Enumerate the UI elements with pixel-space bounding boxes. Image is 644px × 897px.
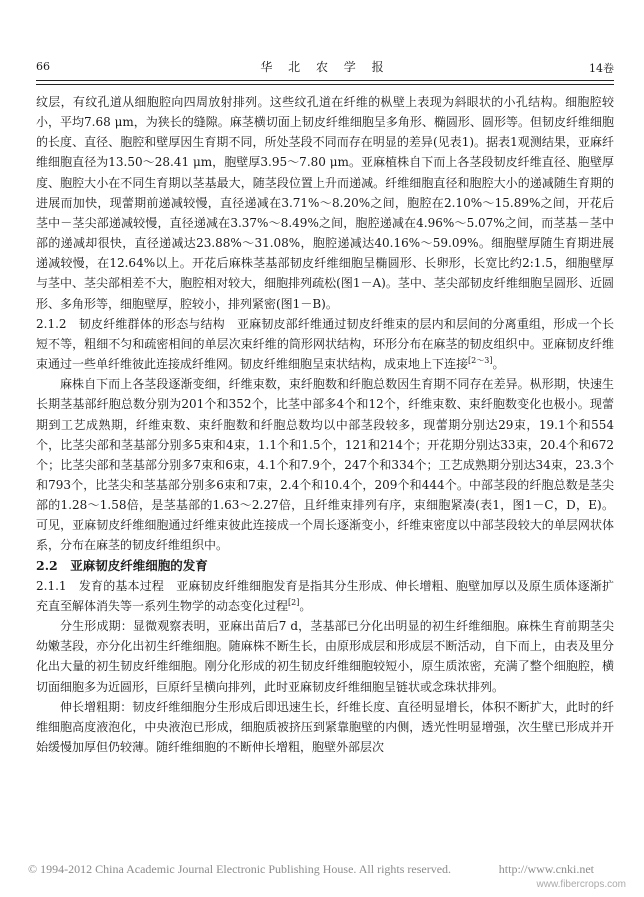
paragraph-tail: 。: [492, 357, 505, 372]
paragraph-text: 2.1.2 韧皮纤维群体的形态与结构 亚麻韧皮部纤维通过韧皮纤维束的层内和层间的分离重组，形成一个长短不等，粗细不匀和疏密相间的单层次束纤维的筒形网状结构，环形分布在麻茎的韧皮组织中。亚麻韧皮纤维束通过一些单纤维彼此连接成纤维网。韧皮纤维细胞呈束状结构，成束地上下连接: [36, 316, 614, 372]
citation-ref: [2]: [288, 597, 300, 607]
paragraph-text: 2.2 亚麻韧皮纤维细胞的发育: [36, 557, 208, 573]
body-paragraph: [36, 314, 614, 374]
body-paragraph: [36, 92, 614, 314]
page-number: 66: [36, 60, 50, 73]
volume-label: 14卷: [589, 62, 614, 75]
paragraph-text: 分生形成期：显微观察表明，亚麻出苗后7 d，茎基部已分化出明显的初生纤维细胞。麻株生育前期茎尖幼嫩茎段，亦分化出初生纤维细胞。随麻株不断生长，由原形成层和形成层不断活动，自下而上，由表及里分化出大量的初生韧皮纤维细胞。刚分化形成的初生韧皮纤维细胞较短小，原生质浓密，充满了整个细胞腔，横切面细胞多为近圆形，巨原纤呈横向排列，此时亚麻韧皮纤维细胞呈链状或念珠状排列。: [36, 619, 614, 694]
copyright-notice: © 1994-2012 China Academic Journal Electronic Publishing House. All rights reserved.: [28, 862, 452, 876]
paragraph-text: 伸长增粗期：韧皮纤维细胞分生形成后即迅速生长，纤维长度、直径明显增长，体积不断扩大，此时的纤维细胞高度液泡化，中央液泡已形成，细胞质被挤压到紧靠胞壁的内侧，透光性明显增强，次生壁已形成并开始缓慢加厚但仍较薄。随纤维细胞的不断伸长增粗，胞壁外部层次: [36, 699, 614, 754]
header-rule: [36, 80, 614, 85]
body-paragraph: [36, 616, 614, 697]
paragraph-text: 2.1.1 发育的基本过程 亚麻韧皮纤维细胞发育是指其分生形成、伸长增粗、胞壁加厚以及原生质体逐渐扩充直至解体消失等一系列生物学的动态变化过程: [36, 578, 614, 613]
page-header: [36, 58, 614, 78]
section-heading: [36, 556, 614, 576]
site-link[interactable]: http://www.cnki.net: [498, 862, 594, 876]
citation-ref: [2～3]: [468, 356, 493, 366]
body-paragraph: [36, 576, 614, 616]
journal-title: 华 北 农 学 报: [260, 60, 390, 74]
article-body: [36, 92, 614, 757]
body-paragraph: [36, 697, 614, 757]
watermark: www.fibercrops.com: [536, 879, 626, 890]
paragraph-tail: 。: [299, 598, 312, 613]
paragraph-text: 纹层，有纹孔道从细胞腔向四周放射排列。这些纹孔道在纤维的枞壁上表现为斜眼状的小孔结构。细胞腔较小，平均7.68 μm，为狭长的缝隙。麻茎横切面上韧皮纤维细胞呈多角形、椭圆形、圆形等。但韧皮纤维细胞的长度、直径、胞腔和壁厚因生育期不同，所处茎段不同而存在明显的差异(见表1)。据表1观测结果，亚麻纤维细胞直径为13.50～28.41 μm，胞壁厚3.95～7.80 μm。亚麻植株自下而上各茎段韧皮纤维直径、胞壁厚度、胞腔大小在不同生育期以茎基最大，随茎段位置上升而递减。纤维细胞直径和胞腔大小的递减随生育期的进展而加快，现蕾期前递减较慢，直径递减在3.71%～8.20%之间，胞腔在2.10%～15.89%之间，开花后茎中－茎尖部递减较慢，直径递减在3.37%～8.49%之间，胞腔递减在4.96%～5.07%之间，而茎基－茎中部的递减却很快，直径递减达23.88%～31.08%，胞腔递减达40.16%～59.09%。细胞壁厚随生育期进展递减较慢，在12.64%以上。开花后麻株茎基部韧皮纤维细胞呈椭圆形、长卵形，长宽比约2:1.5，细胞壁厚与茎中、茎尖部相差不大，胞腔相对较大，细胞排列疏松(图1－A)。茎中、茎尖部韧皮纤维细胞呈圆形、近圆形、多角形等，细胞壁厚，腔较小，排列紧密(图1－B)。: [36, 95, 614, 311]
body-paragraph: [36, 374, 614, 555]
paragraph-text: 麻株自下而上各茎段逐渐变细，纤维束数，束纤胞数和纤胞总数因生育期不同存在差异。枞形期，快速生长期茎基部纤胞总数分别为201个和352个，比茎中部多4个和12个，纤维束数、束纤胞数变化也极小。现蕾期到工艺成熟期，纤维束数、束纤胞数和纤胞总数均以中部茎段较多，现蕾期分别达29束，19.1个和554个，比茎尖部和茎基部分别多5束和4束，1.1个和1.5个，121和214个；开花期分别达33束，20.4个和672个；比茎尖部和茎基部分别多7束和6束，4.1个和7.9个，247个和334个；工艺成熟期分别达34束，23.3个和793个，比茎尖和茎基部分别多6束和7束，2.4个和10.4个，209个和444个。中部茎段的纤胞总数是茎尖部的1.28～1.58倍，是茎基部的1.63～2.27倍，且纤维束排列有序，束细胞紧凑(表1，图1－C，D，E)。可见，亚麻韧皮纤维细胞通过纤维束彼此连接成一个周长逐渐变小，纤维束密度以中部茎段较大的单层网状体系，分布在麻茎的韧皮纤维组织中。: [36, 377, 614, 553]
